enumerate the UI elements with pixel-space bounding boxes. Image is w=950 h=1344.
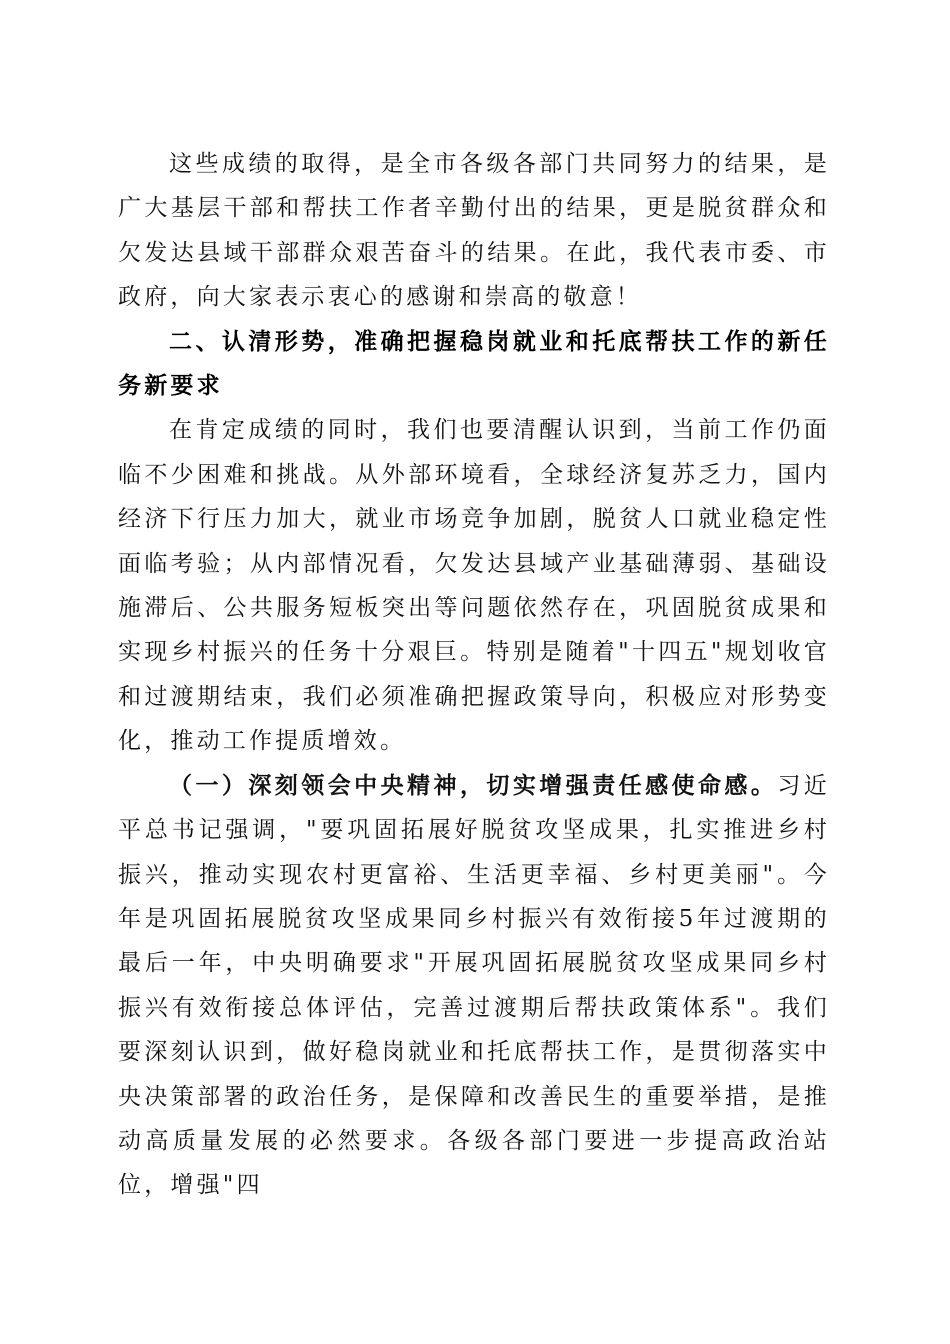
document-body xyxy=(118,142,830,1208)
paragraph-central-spirit-text: 习近平总书记强调，"要巩固拓展好脱贫攻坚成果，扎实推进乡村振兴，推动实现农村更富裕、生活更幸福、乡村更美丽"。今年是巩固拓展脱贫攻坚成果同乡村振兴有效衔接5年过渡期的最后一年，中央明确要求"开展巩固拓展脱贫攻坚成果同乡村振兴有效衔接总体评估，完善过渡期后帮扶政策体系"。我们要深刻认识到，做好稳岗就业和托底帮扶工作，是贯彻落实中央决策部署的政治任务，是保障和改善民生的重要举措，是推动高质量发展的必然要求。各级各部门要进一步提高政治站位，增强"四 xyxy=(118,772,830,1199)
paragraph-central-spirit xyxy=(118,764,830,1208)
section-heading: 二、认清形势，准确把握稳岗就业和托底帮扶工作的新任务新要求 xyxy=(118,328,830,400)
paragraph-acknowledgement: 这些成绩的取得，是全市各级各部门共同努力的结果，是广大基层干部和帮扶工作者辛勤付出的结果，更是脱贫群众和欠发达县域干部群众艰苦奋斗的结果。在此，我代表市委、市政府，向大家表示衷心的感谢和崇高的敬意！ xyxy=(118,151,830,311)
subsection-heading: （一）深刻领会中央精神，切实增强责任感使命感。 xyxy=(169,772,778,799)
paragraph-situation: 在肯定成绩的同时，我们也要清醒认识到，当前工作仍面临不少困难和挑战。从外部环境看，全球经济复苏乏力，国内经济下行压力加大，就业市场竞争加剧，脱贫人口就业稳定性面临考验；从内部情况看，欠发达县域产业基础薄弱、基础设施滞后、公共服务短板突出等问题依然存在，巩固脱贫成果和实现乡村振兴的任务十分艰巨。特别是随着"十四五"规划收官和过渡期结束，我们必须准确把握政策导向，积极应对形势变化，推动工作提质增效。 xyxy=(118,417,830,755)
